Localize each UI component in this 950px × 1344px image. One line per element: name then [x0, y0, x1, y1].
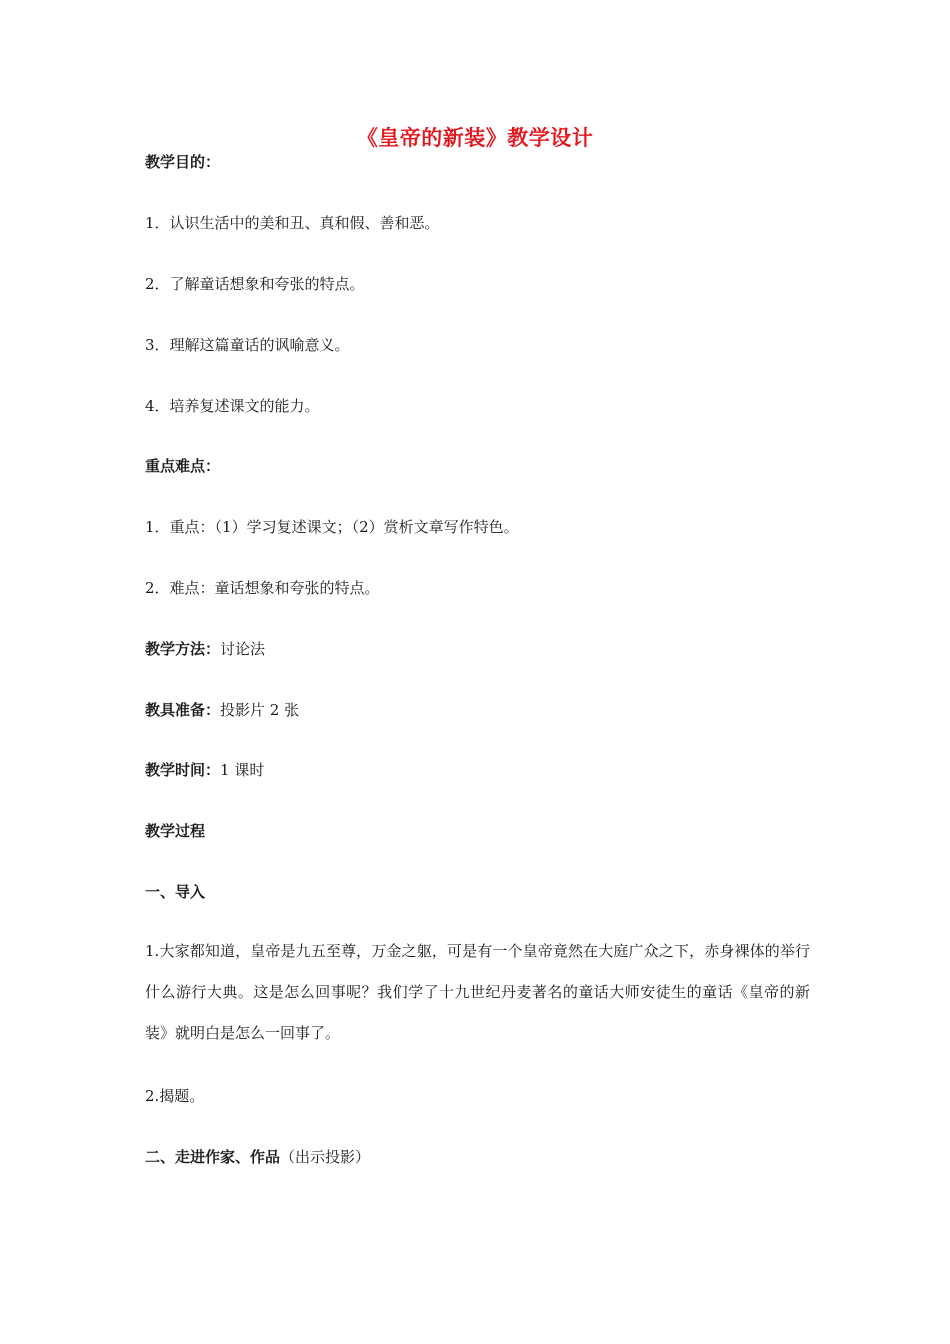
process-heading: 教学过程 — [145, 822, 206, 840]
time-label: 教学时间： — [145, 761, 221, 779]
materials-label: 教具准备： — [145, 701, 221, 719]
section1-item2: 2.揭题。 — [145, 1087, 205, 1105]
objective-item: 2．了解童话想象和夸张的特点。 — [145, 275, 365, 293]
section2-line — [145, 1147, 370, 1167]
section1-paragraph: 1.大家都知道，皇帝是九五至尊，万金之躯，可是有一个皇帝竟然在大庭广众之下，赤身裸体的举行什么游行大典。这是怎么回事呢？我们学了十九世纪丹麦著名的童话大师安徒生的童话《皇帝的新装》就明白是怎么一回事了。 — [145, 942, 810, 1042]
section2-note: （出示投影） — [280, 1148, 371, 1166]
document-title: 《皇帝的新装》教学设计 — [356, 126, 594, 150]
key-points-heading: 重点难点： — [145, 457, 221, 475]
time-value: 1 课时 — [220, 761, 265, 779]
objective-item: 3．理解这篇童话的讽喻意义。 — [145, 336, 350, 354]
objective-item: 4．培养复述课文的能力。 — [145, 397, 320, 415]
objectives-heading: 教学目的： — [145, 153, 221, 171]
key-point-item: 2．难点：童话想象和夸张的特点。 — [145, 579, 380, 597]
section1-heading: 一、导入 — [145, 883, 206, 901]
materials-line — [145, 700, 299, 720]
method-value: 讨论法 — [220, 640, 266, 658]
materials-value: 投影片 2 张 — [220, 701, 300, 719]
time-line — [145, 760, 264, 780]
key-point-item: 1．重点：（1）学习复述课文；（2）赏析文章写作特色。 — [145, 518, 519, 536]
method-line — [145, 639, 265, 659]
method-label: 教学方法： — [145, 640, 221, 658]
section2-heading: 二、走进作家、作品 — [145, 1148, 281, 1166]
objective-item: 1．认识生活中的美和丑、真和假、善和恶。 — [145, 214, 440, 232]
